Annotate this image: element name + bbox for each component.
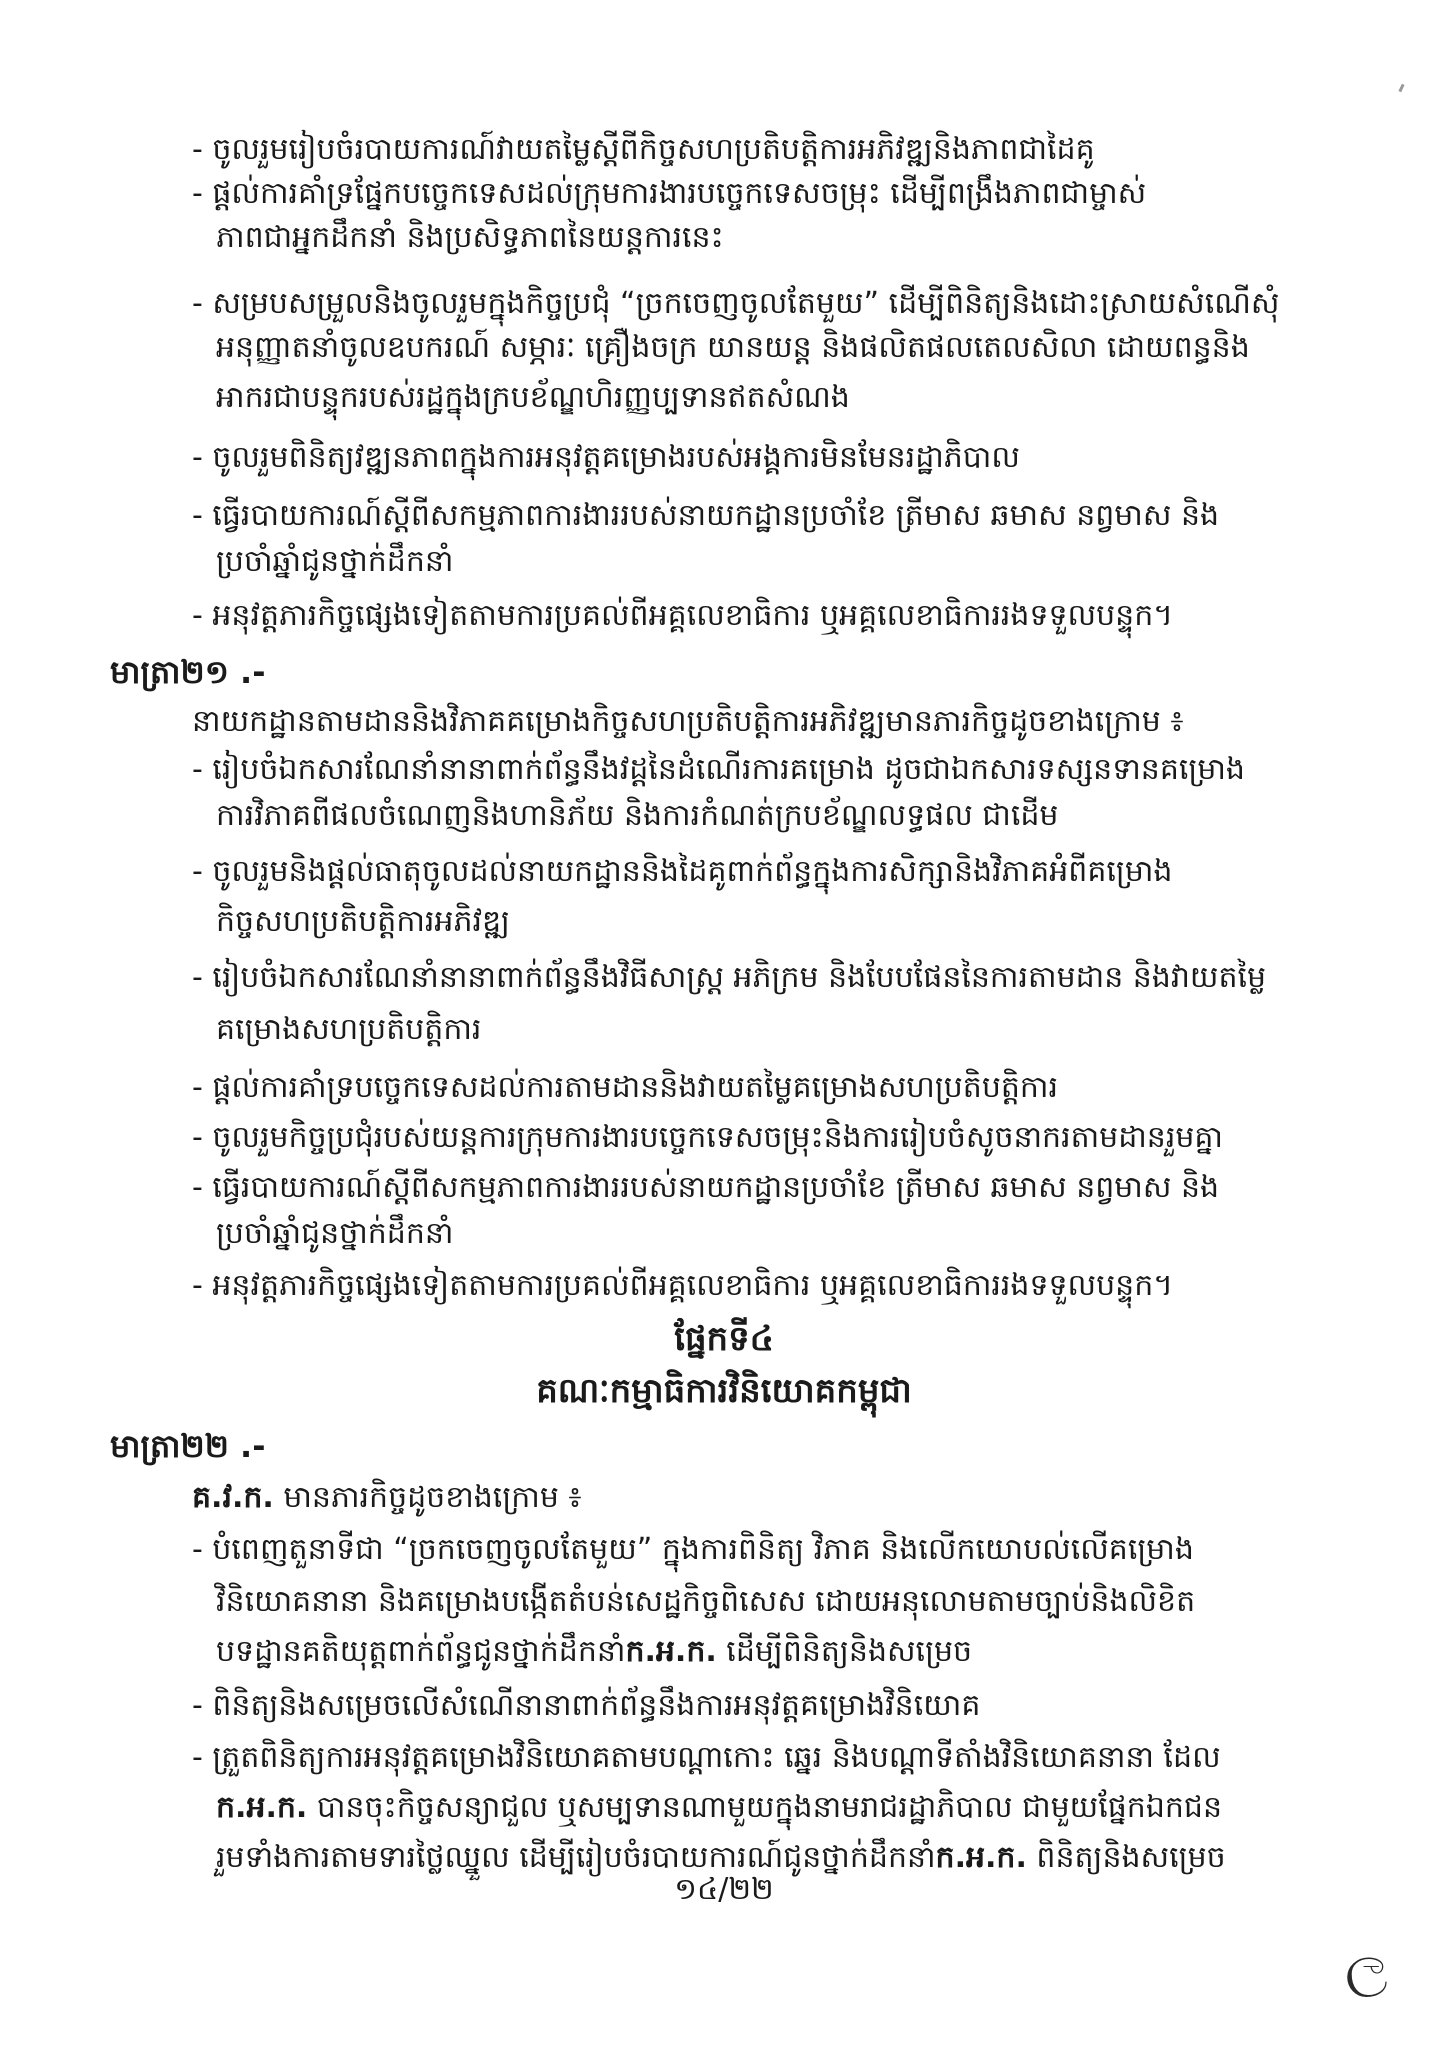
- abbreviation-cdc: ក.អ.ក.: [625, 1634, 717, 1669]
- list-item-continuation: បទដ្ឋានគតិយុត្តពាក់ព័ន្ធជូនថ្នាក់ដឹកនាំក.អ.ក. ដើម្បីពិនិត្យនិងសម្រេច: [216, 1634, 973, 1669]
- list-item: - បំពេញតួនាទីជា “ច្រកចេញចូលតែមួយ” ក្នុងការពិនិត្យ វិភាគ និងលើកយោបល់លើគម្រោង: [192, 1532, 1194, 1567]
- list-item-continuation: ក.អ.ក. បានចុះកិច្ចសន្យាជួល ឬសម្បទានណាមួយក្នុងនាមរាជរដ្ឋាភិបាល ជាមួយផ្នែកឯកជន: [216, 1790, 1223, 1825]
- list-item: - ធ្វើរបាយការណ៍ស្ដីពីសកម្មភាពការងាររបស់នាយកដ្ឋានប្រចាំខែ ត្រីមាស ឆមាស នព្វមាស និង: [192, 1170, 1220, 1205]
- abbreviation-cdc: ក.អ.ក.: [935, 1840, 1027, 1875]
- list-item: - អនុវត្តភារកិច្ចផ្សេងទៀតតាមការប្រគល់ពីអគ្គលេខាធិការ ឬអគ្គលេខាធិការរងទទួលបន្ទុក។: [192, 598, 1174, 633]
- list-item: - ពិនិត្យនិងសម្រេចលើសំណើនានាពាក់ព័ន្ធនឹងការអនុវត្តគម្រោងវិនិយោគ: [192, 1688, 981, 1723]
- list-item-continuation: គម្រោងសហប្រតិបត្តិការ: [216, 1012, 482, 1047]
- abbreviation-cdc: ក.អ.ក.: [216, 1790, 308, 1825]
- list-item-continuation: អាករជាបន្ទុករបស់រដ្ឋក្នុងក្របខ័ណ្ឌហិរញ្ញប្បទានឥតសំណង: [216, 380, 850, 415]
- article-22-intro: គ.វ.ក. មានភារកិច្ចដូចខាងក្រោម ៖: [192, 1480, 582, 1515]
- article-22-heading: មាត្រា២២ .-: [110, 1427, 266, 1465]
- list-item: - ផ្ដល់ការគាំទ្រផ្នែកបច្ចេកទេសដល់ក្រុមការងារបច្ចេកទេសចម្រុះ ដើម្បីពង្រឹងភាពជាម្ចាស់: [192, 176, 1147, 211]
- list-item-continuation: ភាពជាអ្នកដឹកនាំ និងប្រសិទ្ធភាពនៃយន្តការនេះ: [216, 220, 724, 255]
- list-item-continuation: ការវិភាគពីផលចំណេញនិងហានិភ័យ និងការកំណត់ក្របខ័ណ្ឌលទ្ធផល ជាដើម: [216, 798, 1059, 833]
- page-number: ១៤/២២: [674, 1872, 774, 1907]
- list-item: - ចូលរួមកិច្ចប្រជុំរបស់យន្តការក្រុមការងារបច្ចេកទេសចម្រុះនិងការរៀបចំសូចនាករតាមដានរួមគ្នា: [192, 1120, 1223, 1155]
- list-item: - ចូលរួមពិនិត្យវឌ្ឍនភាពក្នុងការអនុវត្តគម្រោងរបស់អង្គការមិនមែនរដ្ឋាភិបាល: [192, 440, 1020, 475]
- handwritten-initial-mark: ල: [1345, 1932, 1388, 1997]
- part-title: ផ្នែកទី៤: [674, 1319, 774, 1359]
- list-item: - សម្របសម្រួលនិងចូលរួមក្នុងកិច្ចប្រជុំ “ច្រកចេញចូលតែមួយ” ដើម្បីពិនិត្យនិងដោះស្រាយសំណើសុំ: [192, 286, 1280, 321]
- part-subtitle: គណៈកម្មាធិការវិនិយោគកម្ពុជា: [536, 1371, 912, 1411]
- list-item: - ចូលរួមនិងផ្ដល់ធាតុចូលដល់នាយកដ្ឋាននិងដៃគូពាក់ព័ន្ធក្នុងការសិក្សានិងវិភាគអំពីគម្រោង: [192, 854, 1173, 889]
- list-item-continuation: ប្រចាំឆ្នាំជូនថ្នាក់ដឹកនាំ: [216, 544, 454, 579]
- scan-speck: [1398, 84, 1404, 93]
- list-item-continuation: ប្រចាំឆ្នាំជូនថ្នាក់ដឹកនាំ: [216, 1216, 454, 1251]
- list-item: - ចូលរួមរៀបចំរបាយការណ៍វាយតម្លៃស្ដីពីកិច្ចសហប្រតិបត្តិការអភិវឌ្ឍនិងភាពជាដៃគូ: [192, 132, 1095, 167]
- list-item: - រៀបចំឯកសារណែនាំនានាពាក់ព័ន្ធនឹងវដ្ដនៃដំណើរការគម្រោង ដូចជាឯកសារទស្សនទានគម្រោង: [192, 752, 1245, 787]
- list-item: - អនុវត្តភារកិច្ចផ្សេងទៀតតាមការប្រគល់ពីអគ្គលេខាធិការ ឬអគ្គលេខាធិការរងទទួលបន្ទុក។: [192, 1268, 1174, 1303]
- list-item: - ត្រួតពិនិត្យការអនុវត្តគម្រោងវិនិយោគតាមបណ្ដាកោះ ឆ្នេរ និងបណ្ដាទីតាំងវិនិយោគនានា ដែល: [192, 1740, 1221, 1775]
- list-item-continuation: កិច្ចសហប្រតិបត្តិការអភិវឌ្ឍ: [216, 904, 510, 939]
- list-item-continuation: រួមទាំងការតាមទារថ្លៃឈ្នួល ដើម្បីរៀបចំរបាយការណ៍ជូនថ្នាក់ដឹកនាំក.អ.ក. ពិនិត្យនិងសម្រេច: [216, 1840, 1226, 1875]
- list-item-continuation: វិនិយោគនានា និងគម្រោងបង្កើតតំបន់សេដ្ឋកិច្ចពិសេស ដោយអនុលោមតាមច្បាប់និងលិខិត: [216, 1584, 1196, 1619]
- list-item-continuation: អនុញ្ញាតនាំចូលឧបករណ៍ សម្ភារៈ គ្រឿងចក្រ យានយន្ត និងផលិតផលតេលសិលា ដោយពន្ធនិង: [216, 330, 1250, 365]
- article-21-heading: មាត្រា២១ .-: [110, 653, 266, 691]
- list-item: - ធ្វើរបាយការណ៍ស្ដីពីសកម្មភាពការងាររបស់នាយកដ្ឋានប្រចាំខែ ត្រីមាស ឆមាស នព្វមាស និង: [192, 498, 1220, 533]
- article-21-intro: នាយកដ្ឋានតាមដាននិងវិភាគគម្រោងកិច្ចសហប្រតិបត្តិការអភិវឌ្ឍមានភារកិច្ចដូចខាងក្រោម ៖: [192, 704, 1184, 739]
- list-item: - រៀបចំឯកសារណែនាំនានាពាក់ព័ន្ធនឹងវិធីសាស្ត្រ អភិក្រម និងបែបផែននៃការតាមដាន និងវាយតម្លៃ: [192, 960, 1267, 995]
- list-item: - ផ្ដល់ការគាំទ្របច្ចេកទេសដល់ការតាមដាននិងវាយតម្លៃគម្រោងសហប្រតិបត្តិការ: [192, 1070, 1059, 1105]
- abbreviation-cib: គ.វ.ក.: [192, 1480, 274, 1515]
